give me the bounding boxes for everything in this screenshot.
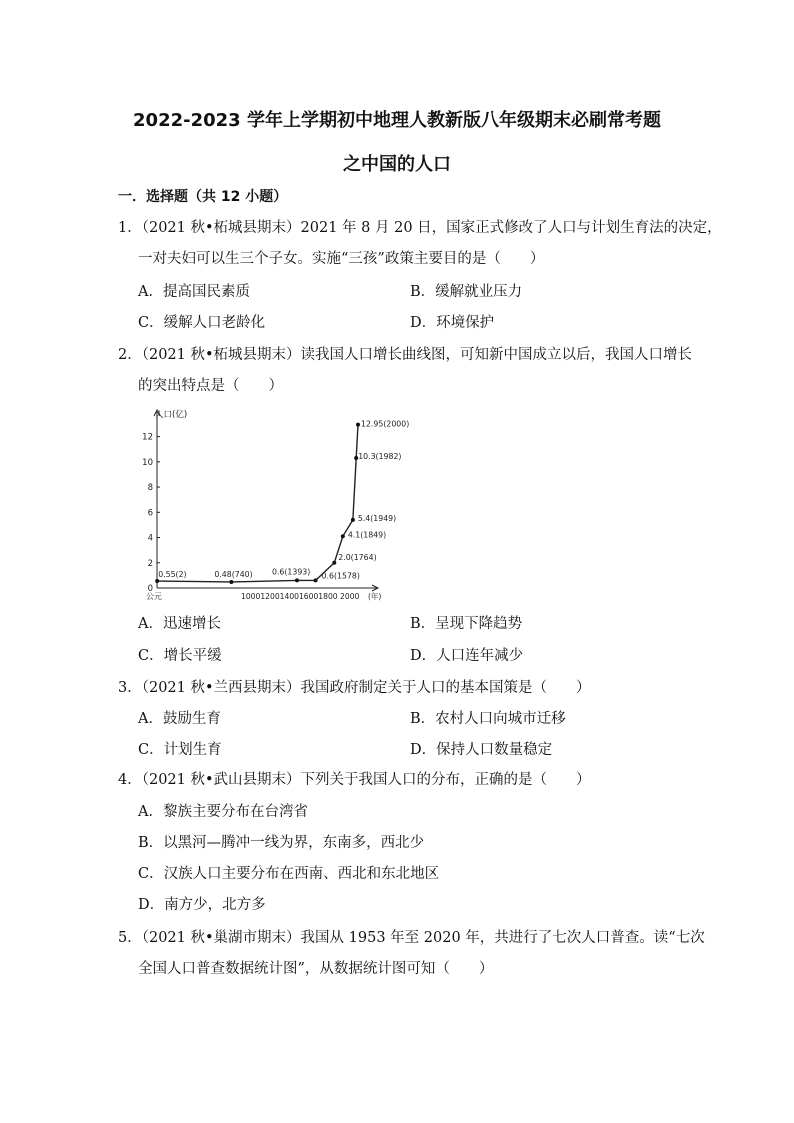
q2-option-b: B．呈现下降趋势 <box>410 616 523 632</box>
q4-option-c: C．汉族人口主要分布在西南、西北和东北地区 <box>138 866 440 882</box>
data-point <box>351 518 355 522</box>
y-tick-label: 0 <box>147 584 153 594</box>
q3-option-d: D．保持人口数量稳定 <box>410 742 553 758</box>
q4-option-d: D．南方少，北方多 <box>138 897 266 913</box>
data-point <box>229 580 233 584</box>
section-heading: 一．选择题（共 12 小题） <box>118 189 288 205</box>
data-point <box>356 423 360 427</box>
data-label: 0.6(1578) <box>321 571 360 581</box>
q1-stem-line-2: 一对夫妇可以生三个子女。实施“三孩”政策主要目的是（ ） <box>138 251 545 267</box>
q4-option-a: A．黎族主要分布在台湾省 <box>138 804 308 820</box>
data-point <box>295 578 299 582</box>
data-point <box>341 534 345 538</box>
data-label: 4.1(1849) <box>347 530 387 540</box>
q2-option-a: A．迅速增长 <box>138 616 221 632</box>
q1-option-b: B．缓解就业压力 <box>410 284 523 300</box>
data-label: 10.3(1982) <box>358 452 402 462</box>
q3-option-c: C．计划生育 <box>138 742 222 758</box>
data-label: 5.4(1949) <box>357 513 397 523</box>
y-tick-label: 4 <box>147 533 153 544</box>
y-tick-label: 10 <box>142 457 153 468</box>
data-label: 0.55(2) <box>158 570 187 580</box>
q2-option-d: D．人口连年减少 <box>410 648 524 664</box>
title-line-1: 2022-2023 学年上学期初中地理人教新版八年级期末必刷常考题 <box>133 110 661 131</box>
data-label: 12.95(2000) <box>361 419 410 429</box>
y-tick-label: 12 <box>142 432 153 443</box>
x-origin-label: 公元 <box>146 592 162 601</box>
population-growth-chart <box>140 398 410 604</box>
data-label: 2.0(1764) <box>338 552 377 562</box>
q4-option-b: B．以黑河—腾冲一线为界，东南多，西北少 <box>138 835 425 851</box>
q1-option-c: C．缓解人口老龄化 <box>138 315 266 331</box>
data-label: 0.48(740) <box>214 569 253 579</box>
q1-option-d: D．环境保护 <box>410 315 495 331</box>
q1-option-a: A．提高国民素质 <box>138 284 250 300</box>
q5-stem-line-1: 5．（2021 秋•巢湖市期末）我国从 1953 年至 2020 年，共进行了七次人口普查。读“七次 <box>118 930 705 946</box>
chart-labels <box>158 420 409 581</box>
x-axis-label: (年) <box>368 592 382 601</box>
q2-stem-line-1: 2．（2021 秋•柘城县期末）读我国人口增长曲线图，可知新中国成立以后，我国人口增长 <box>118 347 693 363</box>
title-line-2: 之中国的人口 <box>343 154 451 175</box>
q4-stem-line-1: 4．（2021 秋•武山县期末）下列关于我国人口的分布，正确的是（ ） <box>118 772 591 788</box>
data-label: 0.6(1393) <box>271 567 311 577</box>
data-point <box>332 561 336 565</box>
data-point <box>314 578 318 582</box>
y-tick-label: 8 <box>147 483 153 494</box>
q3-option-a: A．鼓励生育 <box>138 711 221 727</box>
q2-option-c: C．增长平缓 <box>138 648 222 664</box>
data-point <box>155 579 159 583</box>
q1-stem-line-1: 1．（2021 秋•柘城县期末）2021 年 8 月 20 日，国家正式修改了人口与计划生育法的决定， <box>118 220 722 236</box>
x-tick-labels: 10001200140016001800 2000 <box>241 592 360 601</box>
y-axis-label: 人口(亿) <box>155 410 188 420</box>
chart-points <box>155 423 360 584</box>
y-tick-label: 6 <box>147 508 153 519</box>
y-tick-label: 2 <box>147 558 153 569</box>
population-curve <box>157 425 358 582</box>
q3-stem-line-1: 3．（2021 秋•兰西县期末）我国政府制定关于人口的基本国策是（ ） <box>118 680 591 696</box>
q3-option-b: B．农村人口向城市迁移 <box>410 711 566 727</box>
q5-stem-line-2: 全国人口普查数据统计图”，从数据统计图可知（ ） <box>138 961 494 977</box>
q2-stem-line-2: 的突出特点是（ ） <box>138 378 283 394</box>
